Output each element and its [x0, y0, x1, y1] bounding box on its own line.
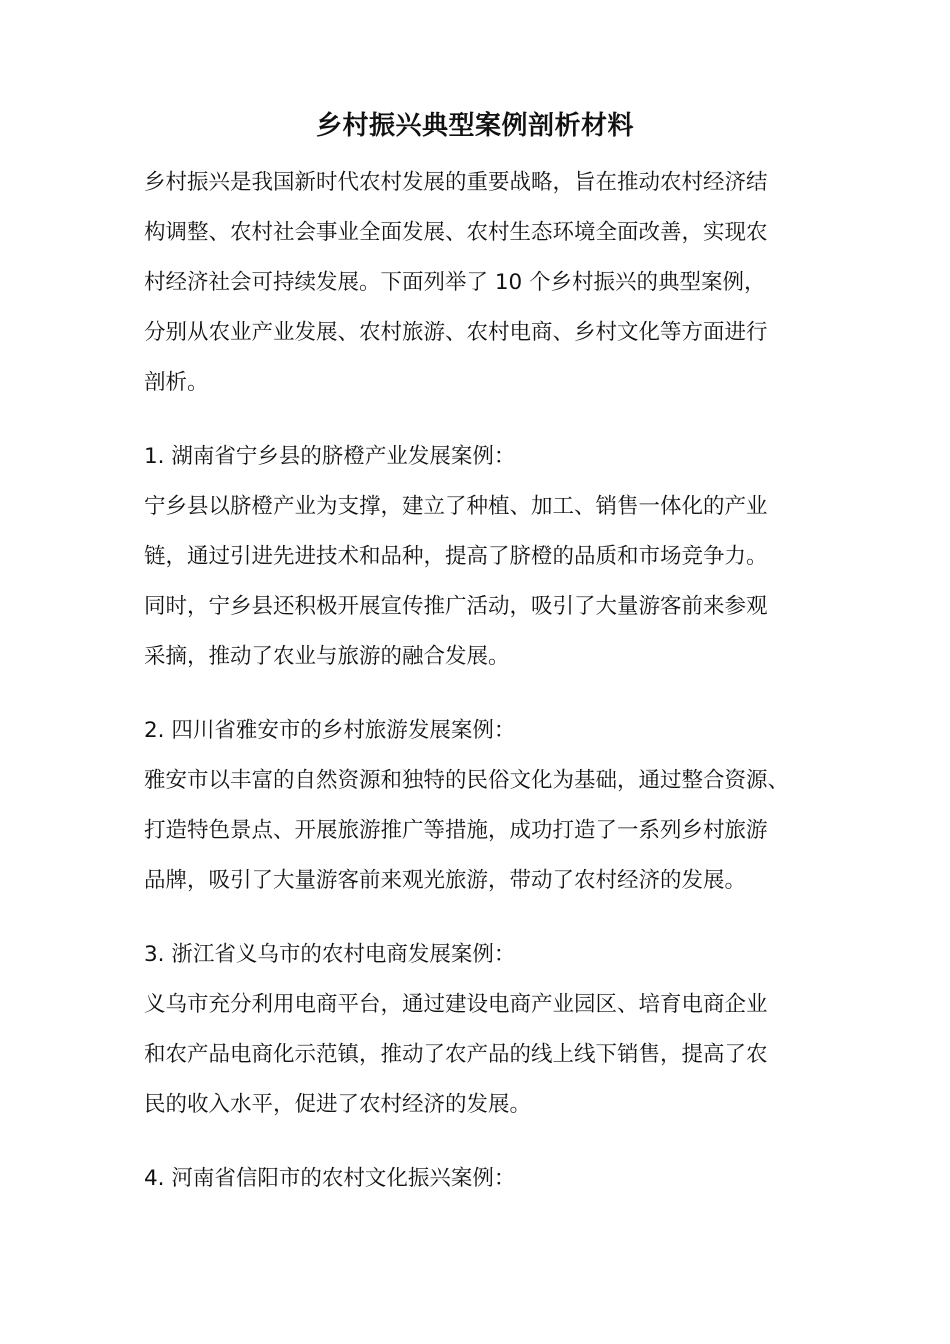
case-2-line: 雅安市以丰富的自然资源和独特的民俗文化为基础，通过整合资源、 [144, 768, 790, 793]
intro-line: 分别从农业产业发展、农村旅游、农村电商、乡村文化等方面进行 [144, 320, 768, 345]
case-4-heading: 4. 河南省信阳市的农村文化振兴案例： [144, 1166, 516, 1191]
intro-line: 乡村振兴是我国新时代农村发展的重要战略，旨在推动农村经济结 [144, 170, 768, 195]
case-2-line: 打造特色景点、开展旅游推广等措施，成功打造了一系列乡村旅游 [144, 818, 768, 843]
case-3-line: 民的收入水平，促进了农村经济的发展。 [144, 1092, 532, 1117]
case-3-line: 和农产品电商化示范镇，推动了农产品的线上线下销售，提高了农 [144, 1042, 768, 1067]
case-3-line: 义乌市充分利用电商平台，通过建设电商产业园区、培育电商企业 [144, 992, 768, 1017]
intro-line: 剖析。 [144, 370, 209, 395]
case-2-line: 品牌，吸引了大量游客前来观光旅游，带动了农村经济的发展。 [144, 868, 747, 893]
intro-line: 村经济社会可持续发展。下面列举了 10 个乡村振兴的典型案例， [144, 270, 766, 295]
intro-paragraph [144, 158, 824, 408]
case-4-section [144, 1154, 824, 1204]
case-2-section [144, 706, 824, 906]
case-1-line: 采摘，推动了农业与旅游的融合发展。 [144, 644, 510, 669]
case-1-section [144, 432, 824, 682]
case-3-section [144, 930, 824, 1130]
document-title: 乡村振兴典型案例剖析材料 [315, 111, 634, 141]
case-2-heading: 2. 四川省雅安市的乡村旅游发展案例： [144, 718, 516, 743]
case-1-line: 宁乡县以脐橙产业为支撑，建立了种植、加工、销售一体化的产业 [144, 494, 768, 519]
intro-line: 构调整、农村社会事业全面发展、农村生态环境全面改善，实现农 [144, 220, 768, 245]
case-1-line: 链，通过引进先进技术和品种，提高了脐橙的品质和市场竞争力。 [144, 544, 768, 569]
case-1-line: 同时，宁乡县还积极开展宣传推广活动，吸引了大量游客前来参观 [144, 594, 768, 619]
case-1-heading: 1. 湖南省宁乡县的脐橙产业发展案例： [144, 444, 516, 469]
case-3-heading: 3. 浙江省义乌市的农村电商发展案例： [144, 942, 516, 967]
